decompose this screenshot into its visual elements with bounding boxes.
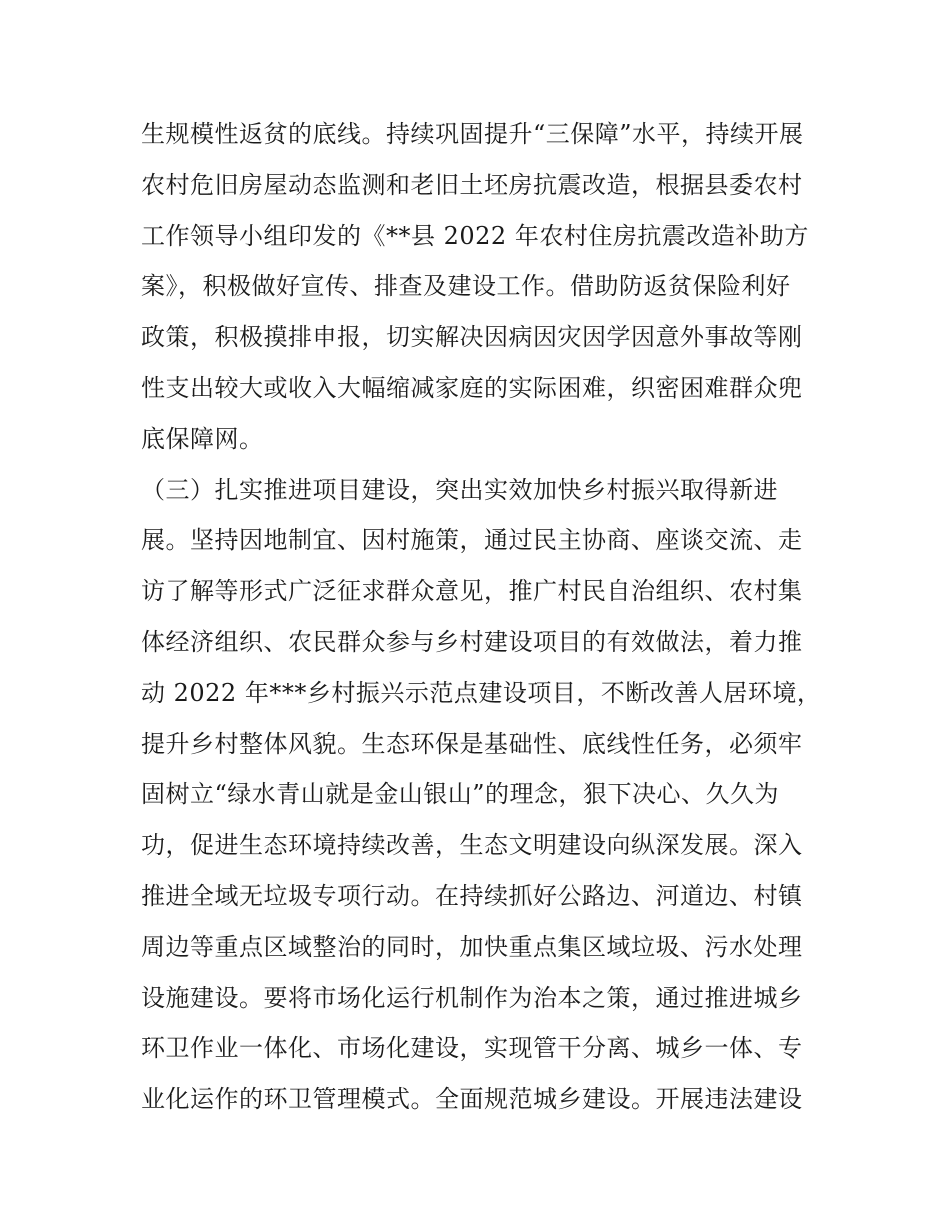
section-heading-line: （三）扎实推进项目建设，突出实效加快乡村振兴取得新进 xyxy=(141,475,778,504)
text-line: 设施建设。要将市场化运行机制作为治本之策，通过推进城乡 xyxy=(141,983,803,1012)
text-line: 案》，积极做好宣传、排查及建设工作。借助防返贫保险利好 xyxy=(141,272,791,301)
text-line: 工作领导小组印发的《**县 2022 年农村住房抗震改造补助方 xyxy=(141,221,809,250)
text-line: 政策，积极摸排申报，切实解决因病因灾因学因意外事故等刚 xyxy=(141,323,803,352)
text-line: 动 2022 年***乡村振兴示范点建设项目，不断改善人居环境， xyxy=(141,678,822,707)
text-line: 底保障网。 xyxy=(141,424,264,453)
text-line: 性支出较大或收入大幅缩减家庭的实际困难，织密困难群众兜 xyxy=(141,373,803,402)
text-line: 推进全域无垃圾专项行动。在持续抓好公路边、河道边、村镇 xyxy=(141,881,803,910)
text-line: 环卫作业一体化、市场化建设，实现管干分离、城乡一体、专 xyxy=(141,1034,803,1063)
text-line: 固树立“绿水青山就是金山银山”的理念，狠下决心、久久为 xyxy=(141,780,780,809)
text-line: 农村危旧房屋动态监测和老旧土坯房抗震改造，根据县委农村 xyxy=(141,170,803,199)
text-line: 访了解等形式广泛征求群众意见，推广村民自治组织、农村集 xyxy=(141,577,803,606)
text-line: 生规模性返贫的底线。持续巩固提升“三保障”水平，持续开展 xyxy=(141,120,804,148)
text-line: 功，促进生态环境持续改善，生态文明建设向纵深发展。深入 xyxy=(141,831,803,860)
body-text xyxy=(141,109,822,1125)
text-line: 业化运作的环卫管理模式。全面规范城乡建设。开展违法建设 xyxy=(141,1085,803,1114)
text-line: 体经济组织、农民群众参与乡村建设项目的有效做法，着力推 xyxy=(141,627,803,656)
text-line: 周边等重点区域整治的同时，加快重点集区域垃圾、污水处理 xyxy=(141,932,803,961)
text-line: 提升乡村整体风貌。生态环保是基础性、底线性任务，必须牢 xyxy=(141,729,803,758)
text-line: 展。坚持因地制宜、因村施策，通过民主协商、座谈交流、走 xyxy=(141,526,803,555)
